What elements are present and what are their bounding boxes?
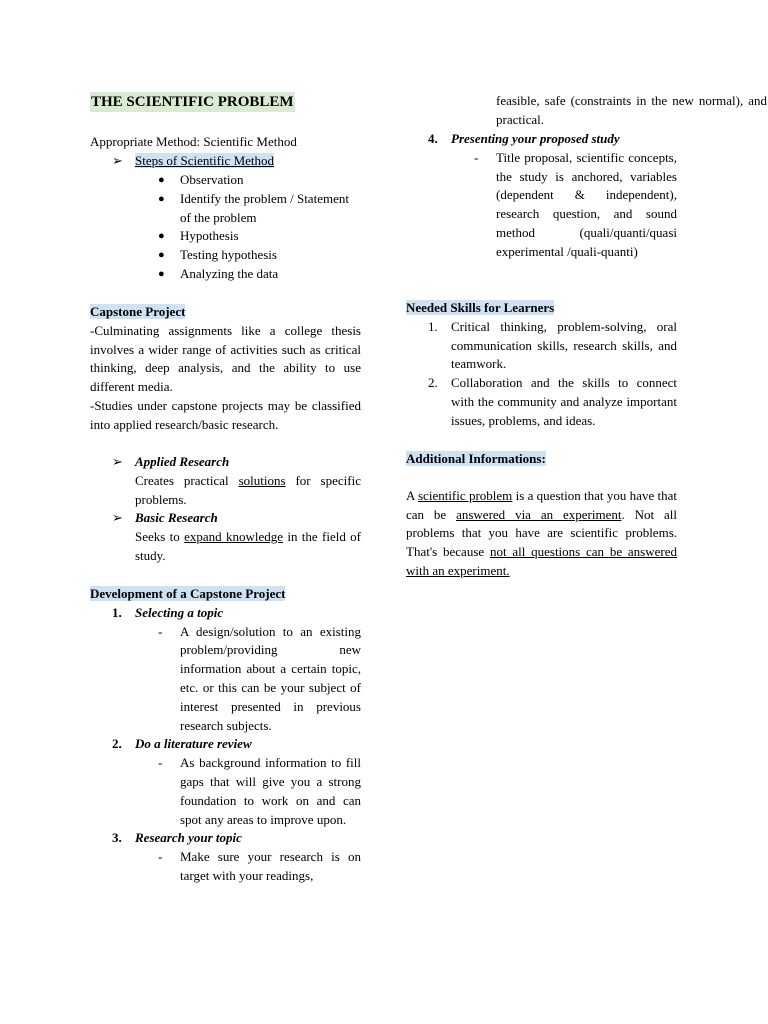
- list-item: [90, 735, 361, 754]
- page-title: THE SCIENTIFIC PROBLEM: [91, 94, 294, 110]
- item-number: 2.: [112, 736, 122, 752]
- item-number: 4.: [428, 131, 438, 146]
- bullet-icon: ●: [158, 249, 165, 262]
- list-item: [406, 374, 677, 430]
- step-text: Identify the problem / Statement of the problem: [180, 190, 349, 225]
- left-column: [90, 0, 361, 883]
- applied-research-heading-row: [90, 453, 361, 472]
- research-types: [90, 453, 361, 566]
- item-text: Make sure your research is on target with your readings,: [180, 849, 361, 883]
- bullet-icon: ●: [158, 174, 165, 186]
- dash-bullet-icon: -: [158, 849, 163, 865]
- underlined-term: answered via an experiment: [456, 506, 622, 522]
- step-text: Hypothesis: [180, 228, 239, 244]
- capstone-paragraph-2: -Studies under capstone projects may be classified into applied research/basic research.: [90, 397, 361, 432]
- underlined-term: scientific problem: [418, 487, 513, 503]
- additional-heading: Additional Informations:: [406, 451, 546, 466]
- basic-research-heading-row: [90, 509, 361, 528]
- list-item: [90, 265, 361, 284]
- presenting-section: [406, 130, 677, 262]
- capstone-section: [90, 303, 361, 435]
- item-text: As background information to fill gaps that will give you a strong foundation to work on and can spot any areas to improve upon.: [180, 755, 361, 827]
- item-number: 1.: [112, 604, 122, 620]
- step-text: Analyzing the data: [180, 265, 279, 281]
- list-item: [90, 246, 361, 265]
- item-title: Do a literature review: [135, 736, 252, 752]
- item-number: 3.: [112, 830, 122, 846]
- list-item: [90, 604, 361, 623]
- item-title: Research your topic: [135, 830, 242, 846]
- item-text: Title proposal, scientific concepts, the study is anchored, variables (dependent & independent), research question, and sound method (quali/quanti/quasi experimental /quali-quanti): [496, 149, 677, 259]
- dash-bullet-icon: -: [158, 623, 163, 639]
- text-run: in the field of study.: [135, 529, 361, 563]
- bullet-icon: ●: [158, 267, 165, 280]
- dash-bullet-icon: -: [474, 149, 479, 165]
- item-description: [406, 149, 677, 262]
- capstone-heading: Capstone Project: [90, 304, 186, 319]
- underlined-term: expand knowledge: [184, 529, 284, 545]
- step-text: Testing hypothesis: [180, 247, 277, 263]
- list-item: [406, 130, 677, 149]
- skill-text: Collaboration and the skills to connect with the community and analyze important issues, problems, and ideas.: [451, 375, 677, 428]
- steps-heading-row: [90, 152, 406, 171]
- additional-section: [406, 450, 677, 581]
- steps-list: [90, 171, 361, 284]
- additional-paragraph: [406, 487, 677, 581]
- item-text: A design/solution to an existing problem/providing new information about a certain topic, etc. or this can be your subject of interest presented in previous research subjects.: [180, 623, 361, 733]
- development-section: [90, 585, 361, 886]
- arrow-bullet-icon: ➢: [112, 454, 123, 469]
- list-item: [406, 318, 677, 374]
- item-number: 2.: [428, 375, 438, 391]
- text-run: Seeks to: [135, 529, 185, 545]
- item-title: Presenting your proposed study: [451, 131, 620, 146]
- method-line: Appropriate Method: Scientific Method: [90, 134, 297, 149]
- item-title: Selecting a topic: [135, 604, 224, 620]
- basic-research-heading: Basic Research: [135, 510, 218, 526]
- text-run: . Not all problems that you have are scientific problems. That's because: [406, 506, 678, 560]
- underlined-term: not all questions can be answered with an experiment.: [406, 544, 677, 578]
- skill-text: Critical thinking, problem-solving, oral communication skills, research skills, and teamwork.: [451, 318, 677, 372]
- steps-heading: Steps of Scientific Method: [135, 153, 275, 168]
- text-run: A: [406, 487, 418, 503]
- list-item: [90, 227, 361, 246]
- bullet-icon: ●: [158, 192, 165, 205]
- dash-bullet-icon: -: [158, 755, 163, 771]
- text-run: Creates practical: [135, 472, 239, 488]
- underlined-term: solutions: [238, 472, 286, 488]
- continued-text: feasible, safe (constraints in the new normal), and practical.: [496, 93, 767, 127]
- arrow-bullet-icon: ➢: [112, 510, 123, 526]
- skills-heading: Needed Skills for Learners: [406, 300, 555, 315]
- list-item: [90, 171, 361, 190]
- text-run: is a question that you have that can be: [406, 487, 678, 522]
- development-heading: Development of a Capstone Project: [90, 586, 286, 601]
- bullet-icon: ●: [158, 230, 165, 243]
- list-item: [90, 829, 361, 848]
- item-description: [90, 848, 361, 886]
- applied-research-text: [90, 472, 361, 510]
- skills-section: [406, 299, 677, 431]
- text-run: for specific problems.: [135, 472, 361, 507]
- basic-research-text: [90, 528, 361, 566]
- item-number: 1.: [428, 318, 438, 334]
- arrow-bullet-icon: ➢: [112, 153, 123, 168]
- item-description: [90, 754, 361, 829]
- list-item: [90, 190, 361, 228]
- step-text: Observation: [180, 172, 244, 187]
- capstone-paragraph-1: -Culminating assignments like a college thesis involves a wider range of activities such as critical thinking, deep analysis, and the ability to use different media.: [90, 322, 361, 395]
- item-description: [90, 623, 361, 736]
- applied-research-heading: Applied Research: [135, 454, 230, 469]
